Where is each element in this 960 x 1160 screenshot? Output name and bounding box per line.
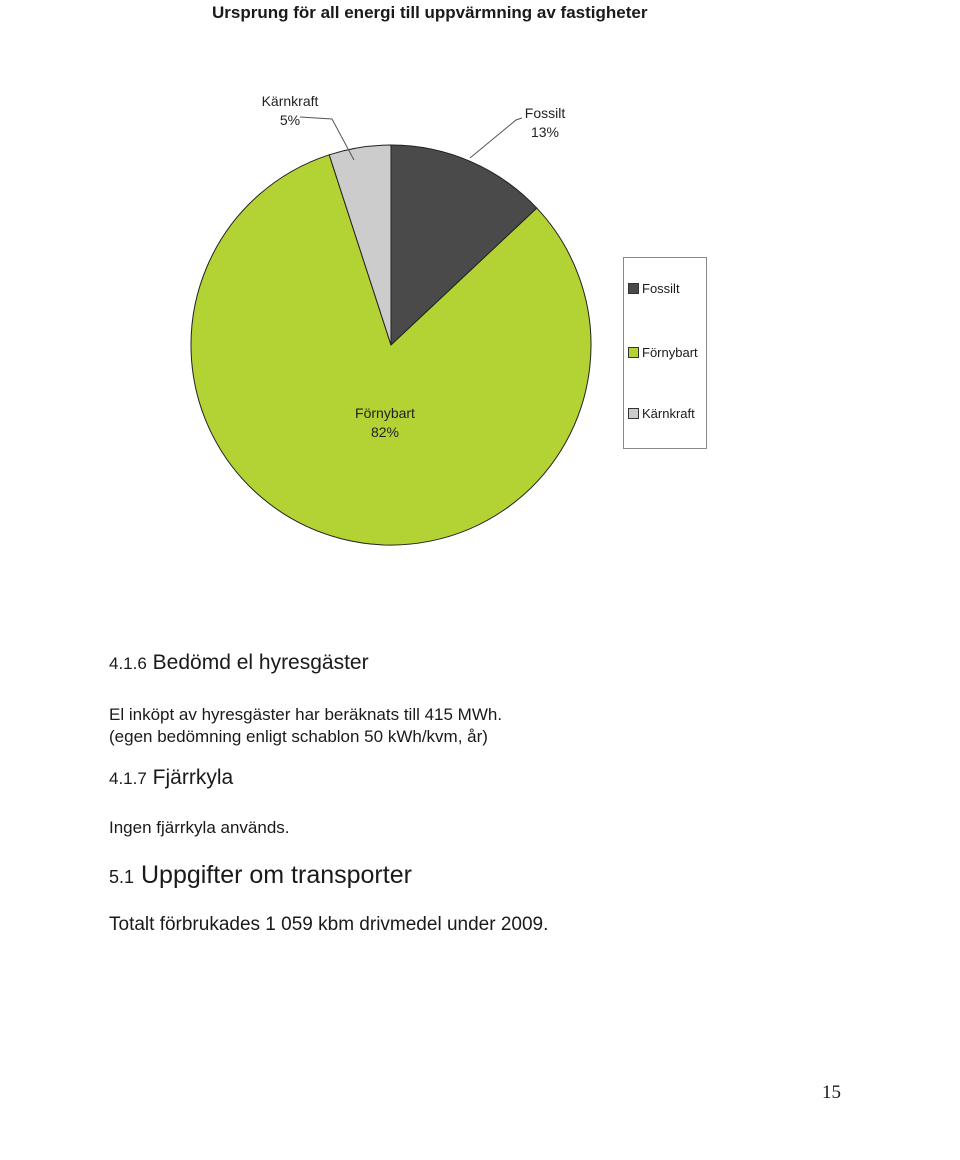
chart-legend <box>623 257 707 449</box>
section-heading-4-1-7 <box>109 766 233 790</box>
paragraph-fjarrkyla: Ingen fjärrkyla används. <box>109 818 290 837</box>
legend-item-fornybart <box>628 345 698 360</box>
slice-label-fornybart-name: Förnybart <box>355 405 415 421</box>
slice-label-fossilt <box>510 104 580 142</box>
section-number: 4.1.7 <box>109 769 147 788</box>
page-number: 15 <box>822 1082 841 1103</box>
slice-label-karnkraft-name: Kärnkraft <box>261 93 319 109</box>
section-number: 4.1.6 <box>109 654 147 673</box>
legend-label-fornybart: Förnybart <box>642 345 698 360</box>
paragraph-line: El inköpt av hyresgäster har beräknats till 415 MWh. <box>109 705 503 724</box>
legend-swatch-karnkraft <box>628 408 639 419</box>
legend-label-fossilt: Fossilt <box>642 281 680 296</box>
slice-label-fornybart <box>340 404 430 442</box>
chart-title: Ursprung för all energi till uppvärmning av fastigheter <box>212 3 648 22</box>
legend-label-karnkraft: Kärnkraft <box>642 406 695 421</box>
legend-item-fossilt <box>628 281 680 296</box>
slice-label-fossilt-value: 13% <box>530 124 560 140</box>
section-title: Bedömd el hyresgäster <box>152 651 369 674</box>
section-heading-4-1-6 <box>109 651 369 675</box>
section-title: Uppgifter om transporter <box>140 861 412 889</box>
paragraph-hyresgaster <box>109 704 502 748</box>
section-number: 5.1 <box>109 867 135 887</box>
section-heading-5-1 <box>109 861 412 890</box>
slice-label-fornybart-value: 82% <box>370 424 400 440</box>
legend-swatch-fornybart <box>628 347 639 358</box>
paragraph-transporter: Totalt förbrukades 1 059 kbm drivmedel under 2009. <box>109 914 549 935</box>
legend-item-karnkraft <box>628 406 695 421</box>
legend-swatch-fossilt <box>628 283 639 294</box>
paragraph-line: (egen bedömning enligt schablon 50 kWh/kvm, år) <box>109 727 488 746</box>
section-title: Fjärrkyla <box>152 766 234 789</box>
slice-label-karnkraft-value: 5% <box>279 112 301 128</box>
slice-label-fossilt-name: Fossilt <box>524 105 566 121</box>
slice-label-karnkraft <box>250 92 330 130</box>
